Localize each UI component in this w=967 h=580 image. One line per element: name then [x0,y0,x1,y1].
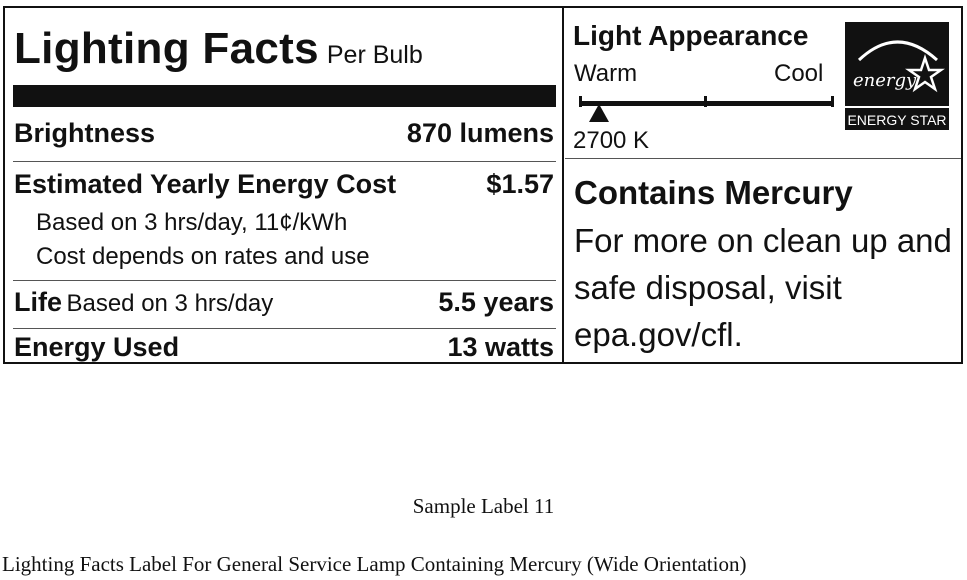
title-suffix: Per Bulb [326,41,423,69]
color-temperature-scale [577,94,839,124]
light-appearance-title: Light Appearance [573,20,809,51]
title-text: Lighting Facts [14,24,319,73]
description-caption: Lighting Facts Label For General Service Lamp Containing Mercury (Wide Orientation) [2,552,747,576]
brightness-row [14,118,554,149]
energy-star-badge-text: ENERGY STAR [847,112,947,128]
warm-label: Warm [574,60,638,87]
energy-star-icon [845,22,949,130]
energy-used-row [14,332,554,363]
energy-used-value: 13 watts [447,332,554,362]
cool-label: Cool [774,60,824,87]
life-value: 5.5 years [438,287,554,317]
scale-tick-cool [831,96,834,107]
energy-cost-value: $1.57 [486,169,554,199]
life-note: Based on 3 hrs/day [66,290,274,317]
divider-line [13,161,556,162]
energy-star-wordmark: energy [853,70,917,91]
color-temperature-value: 2700 K [573,127,650,154]
mercury-body: For more on clean up and safe disposal, visit epa.gov/cfl. [574,222,952,353]
energy-cost-row [14,169,554,200]
brightness-value: 870 lumens [406,118,554,148]
lighting-facts-label [3,6,963,364]
energy-star-logo [845,22,949,130]
divider-line [565,158,961,159]
energy-cost-label: Estimated Yearly Energy Cost [14,169,397,199]
life-label: Life [14,287,63,317]
divider-line [13,328,556,329]
energy-cost-note-rate: Based on 3 hrs/day, 11¢/kWh [36,209,348,236]
column-divider [562,8,564,362]
scale-tick-mid [704,96,707,107]
energy-used-label: Energy Used [14,332,180,362]
sample-caption: Sample Label 11 [412,494,555,518]
life-row [14,287,554,318]
title-rule [13,85,556,107]
energy-cost-note-rates: Cost depends on rates and use [36,243,370,270]
scale-tick-warm [579,96,582,107]
label-title [14,24,423,74]
brightness-label: Brightness [14,118,156,148]
mercury-title: Contains Mercury [574,174,853,211]
scale-marker-icon [589,104,609,122]
divider-line [13,280,556,281]
